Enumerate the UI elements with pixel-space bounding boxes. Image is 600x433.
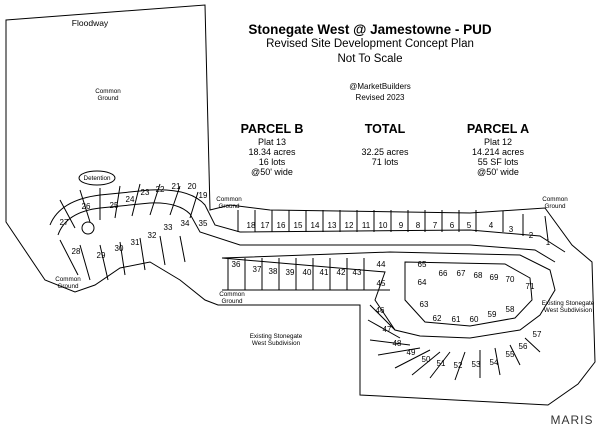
lot-number: 16 (276, 221, 286, 230)
parcel-a-line: 55 SF lots (477, 157, 519, 167)
lot-number: 66 (438, 269, 448, 278)
total-heading: TOTAL (364, 122, 406, 136)
lot-number: 69 (489, 273, 499, 282)
lot-number: 27 (59, 218, 69, 227)
lot-number: 41 (319, 268, 329, 277)
parcel-b-line: @50' wide (251, 167, 293, 177)
lot-number: 57 (532, 330, 542, 339)
lot-number: 45 (376, 279, 386, 288)
lot-number: 35 (198, 219, 208, 228)
credit: @MarketBuilders (349, 82, 411, 91)
lot-number: 56 (518, 342, 528, 351)
lot-number: 47 (382, 325, 392, 334)
lot-number: 6 (449, 221, 455, 230)
lot-number: 22 (155, 185, 165, 194)
plan-title: Stonegate West @ Jamestowne - PUD (248, 22, 492, 37)
lot-number: 46 (375, 306, 385, 315)
lot-number: 9 (398, 221, 404, 230)
lot-number: 55 (505, 350, 515, 359)
lot-number: 68 (473, 271, 483, 280)
lot-number: 51 (436, 359, 446, 368)
lot-number: 23 (140, 188, 150, 197)
common-ground-label: Common Ground (216, 196, 242, 210)
lot-number: 2 (528, 231, 534, 240)
watermark: MARIS (550, 413, 594, 427)
lot-number: 61 (451, 315, 461, 324)
lot-number: 7 (432, 221, 438, 230)
common-ground-label: Common Ground (219, 291, 245, 305)
parcel-a-heading: PARCEL A (466, 122, 530, 136)
lot-number: 19 (198, 191, 208, 200)
lot-number: 3 (508, 225, 514, 234)
lot-number: 53 (471, 360, 481, 369)
lot-number: 30 (114, 244, 124, 253)
lot-number: 17 (260, 221, 270, 230)
total-line: 32.25 acres (361, 147, 409, 157)
lot-number: 28 (71, 247, 81, 256)
lot-number: 1 (545, 238, 551, 247)
lot-number: 25 (109, 201, 119, 210)
lot-number: 71 (525, 282, 535, 291)
lot-number: 37 (252, 265, 262, 274)
lot-number: 13 (327, 221, 337, 230)
common-ground-label: Common Ground (95, 88, 121, 102)
lot-number: 52 (453, 361, 463, 370)
lot-number: 54 (489, 358, 499, 367)
lot-number: 33 (163, 223, 173, 232)
lot-number: 59 (487, 310, 497, 319)
lot-number: 70 (505, 275, 515, 284)
lot-number: 38 (268, 267, 278, 276)
parcel-a-line: 14.214 acres (471, 147, 525, 157)
lot-number: 50 (421, 355, 431, 364)
lot-number: 60 (469, 315, 479, 324)
existing-subdivision-label: Existing Stonegate West Subdivision (249, 333, 303, 347)
common-ground-label: Common Ground (55, 276, 81, 290)
lot-number: 63 (419, 300, 429, 309)
parcel-b-heading: PARCEL B (240, 122, 304, 136)
lot-number: 36 (231, 260, 241, 269)
lot-number: 42 (336, 268, 346, 277)
lot-number: 20 (187, 182, 197, 191)
scale-note: Not To Scale (337, 53, 403, 65)
lot-number: 15 (293, 221, 303, 230)
lot-number: 32 (147, 231, 157, 240)
lot-number: 34 (180, 219, 190, 228)
lot-number: 67 (456, 269, 466, 278)
total-line: 71 lots (371, 157, 399, 167)
revised-date: Revised 2023 (355, 93, 405, 102)
lot-number: 14 (310, 221, 320, 230)
parcel-b-line: Plat 13 (257, 137, 287, 147)
floodway-label: Floodway (71, 18, 109, 28)
common-ground-label: Common Ground (542, 196, 568, 210)
lot-number: 49 (406, 348, 416, 357)
lot-number: 31 (130, 238, 140, 247)
existing-subdivision-label: Existing Stonegate West Subdivision (541, 300, 595, 314)
lot-number: 11 (361, 221, 371, 230)
lot-number: 39 (285, 268, 295, 277)
lot-number: 12 (344, 221, 354, 230)
plan-subtitle: Revised Site Development Concept Plan (266, 38, 474, 50)
parcel-a-line: @50' wide (477, 167, 519, 177)
lot-number: 21 (171, 182, 181, 191)
lot-number: 44 (376, 260, 386, 269)
lot-number: 10 (378, 221, 388, 230)
parcel-a-line: Plat 12 (483, 137, 513, 147)
lot-number: 58 (505, 305, 515, 314)
lot-number: 26 (81, 202, 91, 211)
lot-number: 48 (392, 339, 402, 348)
detention-label: Detention (83, 175, 111, 182)
lot-number: 24 (125, 195, 135, 204)
lot-number: 29 (96, 251, 106, 260)
parcel-b-line: 18.34 acres (248, 147, 296, 157)
parcel-b-line: 16 lots (258, 157, 286, 167)
lot-number: 5 (466, 221, 472, 230)
lot-number: 8 (415, 221, 421, 230)
lot-number: 65 (417, 260, 427, 269)
lot-number: 64 (417, 278, 427, 287)
lot-number: 43 (352, 268, 362, 277)
lot-number: 40 (302, 268, 312, 277)
lot-number: 62 (432, 314, 442, 323)
lot-number: 4 (488, 221, 494, 230)
lot-number: 18 (246, 221, 256, 230)
